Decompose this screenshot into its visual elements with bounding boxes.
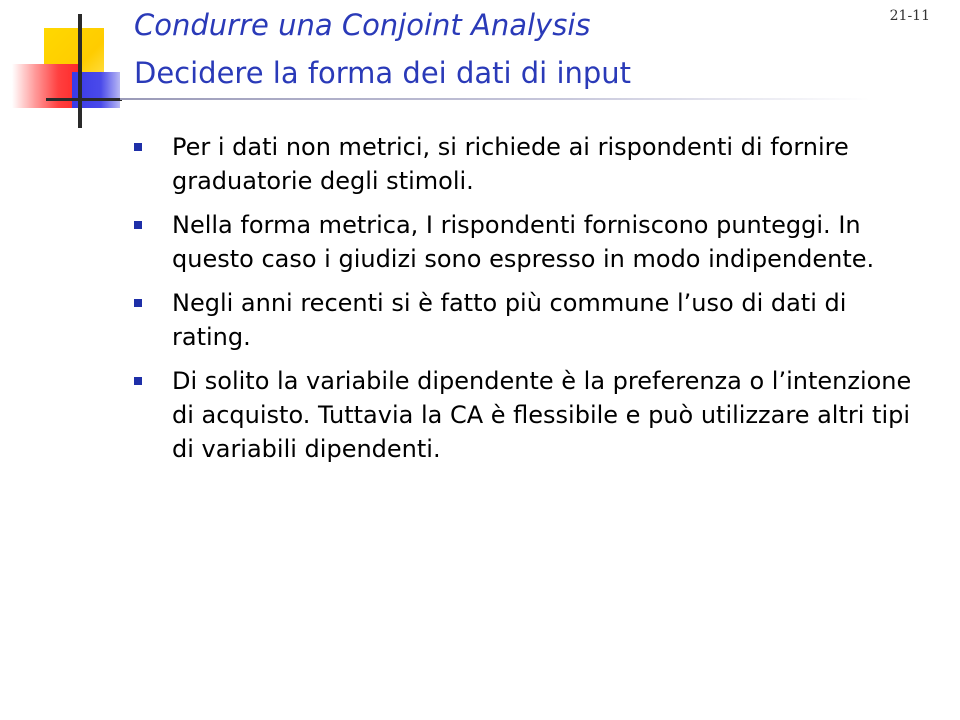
bullet-text: Negli anni recenti si è fatto più commune l’uso di dati di rating. xyxy=(172,289,847,351)
title-divider xyxy=(120,98,870,100)
slide-number: 21-11 xyxy=(889,8,930,24)
bullet-item xyxy=(134,364,914,466)
square-bullet-icon xyxy=(134,377,142,385)
square-bullet-icon xyxy=(134,299,142,307)
slide-title: Condurre una Conjoint Analysis xyxy=(134,8,591,42)
bullet-text: Nella forma metrica, I rispondenti forniscono punteggi. In questo caso i giudizi sono espresso in modo indipendente. xyxy=(172,211,875,273)
logo-red-square xyxy=(12,64,78,108)
logo-graphic xyxy=(0,0,140,140)
logo-horizontal-line xyxy=(46,98,122,101)
square-bullet-icon xyxy=(134,221,142,229)
bullet-item xyxy=(134,208,914,276)
bullet-text: Per i dati non metrici, si richiede ai rispondenti di fornire graduatorie degli stimoli. xyxy=(172,133,849,195)
slide-subtitle: Decidere la forma dei dati di input xyxy=(134,56,632,90)
bullet-item xyxy=(134,286,914,354)
logo-vertical-line xyxy=(78,14,82,128)
bullet-list xyxy=(134,130,914,476)
bullet-text: Di solito la variabile dipendente è la preferenza o l’intenzione di acquisto. Tuttavia la CA è flessibile e può utilizzare altri tipi di variabili dipendenti. xyxy=(172,367,912,463)
square-bullet-icon xyxy=(134,143,142,151)
bullet-item xyxy=(134,130,914,198)
